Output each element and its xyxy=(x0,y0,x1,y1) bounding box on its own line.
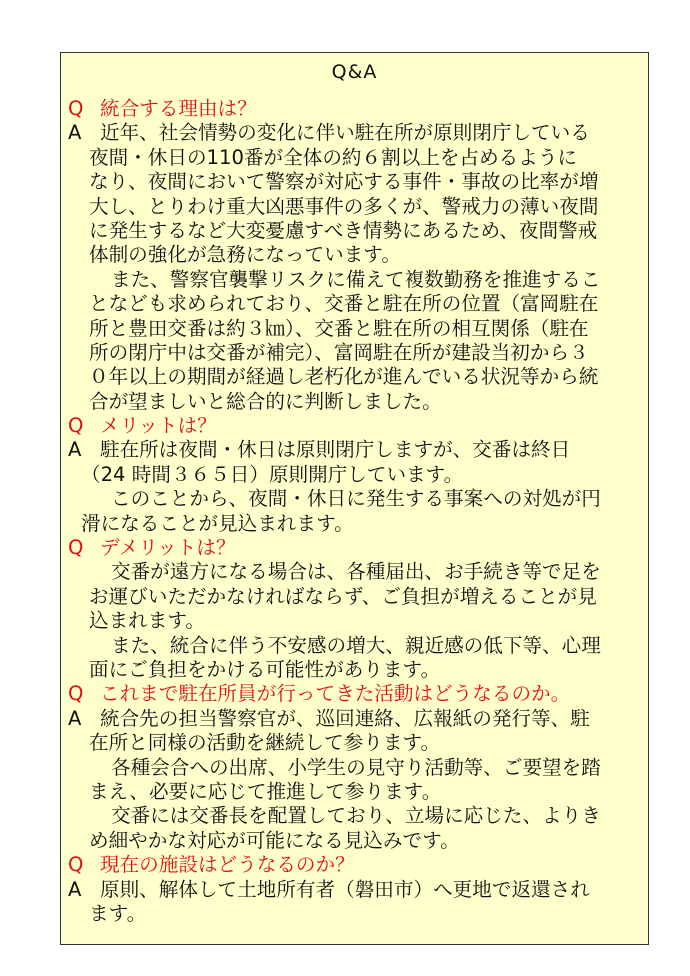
answer-line xyxy=(61,878,648,902)
continuation-line: ます。 xyxy=(89,901,147,925)
continuation-line: 所と豊田交番は約３㎞）、交番と駐在所の相互関係（駐在 xyxy=(89,316,589,340)
qa-title: Q&A xyxy=(331,61,378,83)
question-text: メリットは？ xyxy=(100,414,217,438)
question-marker: Q xyxy=(68,682,84,706)
question-text: 現在の施設はどうなるのか？ xyxy=(100,853,355,877)
answer-text: 近年、社会情勢の変化に伴い駐在所が原則閉庁している xyxy=(100,121,590,145)
paragraph-line: 交番が遠方になる場合は、各種届出、お手続き等で足を xyxy=(111,560,601,584)
paragraph-line: 交番には交番長を配置しており、立場に応じた、よりき xyxy=(111,804,601,828)
continuation-line: め細やかな対応が可能になる見込みです。 xyxy=(89,828,460,852)
question-line xyxy=(61,414,648,438)
continuation-line: に発生するなど大変憂慮すべき情勢にあるため、夜間警戒 xyxy=(89,218,598,242)
continuation-line: なり、夜間において警察が対応する事件・事故の比率が増 xyxy=(89,170,599,194)
continuation-line: ０年以上の期間が経過し老朽化が進んでいる状況等から統 xyxy=(89,365,599,389)
paragraph-line: 各種会合への出席、小学生の見守り活動等、ご要望を踏 xyxy=(111,755,601,779)
answer-text: 駐在所は夜間・休日は原則閉庁しますが、交番は終日 xyxy=(100,438,571,462)
continuation-line: 夜間・休日の110番が全体の約６割以上を占めるように xyxy=(89,145,578,169)
answer-marker: A xyxy=(68,121,82,145)
answer-line xyxy=(61,121,648,145)
question-marker: Q xyxy=(68,536,84,560)
question-marker: Q xyxy=(68,414,84,438)
paragraph-line: このことから、夜間・休日に発生する事案への対処が円 xyxy=(111,487,601,511)
continuation-line: 合が望ましいと総合的に判断しました。 xyxy=(89,389,442,413)
question-marker: Q xyxy=(68,97,84,120)
question-line xyxy=(61,682,648,706)
answer-text: 統合先の担当警察官が、巡回連絡、広報紙の発行等、駐 xyxy=(100,706,590,730)
continuation-line: 所の閉庁中は交番が補完）、富岡駐在所が建設当初から３ xyxy=(89,340,589,364)
answer-line xyxy=(61,707,648,731)
qa-box xyxy=(60,52,649,945)
answer-marker: A xyxy=(68,706,82,730)
qa-content xyxy=(61,97,648,926)
answer-marker: A xyxy=(68,877,82,901)
question-text: 統合する理由は？ xyxy=(100,97,257,120)
continuation-line: 滑になることが見込まれます。 xyxy=(81,511,354,535)
paragraph-line: また、警察官襲撃リスクに備えて複数勤務を推進するこ xyxy=(111,267,601,291)
question-line xyxy=(61,536,648,560)
continuation-line: 体制の強化が急務になっています。 xyxy=(89,243,401,267)
continuation-line: 大し、とりわけ重大凶悪事件の多くが、警戒力の薄い夜間 xyxy=(89,194,599,218)
question-marker: Q xyxy=(68,853,84,877)
question-text: これまで駐在所員が行ってきた活動はどうなるのか。 xyxy=(100,682,571,706)
continuation-line: 在所と同様の活動を継続して参ります。 xyxy=(89,731,441,755)
continuation-line: 面にご負担をかける可能性があります。 xyxy=(89,657,441,681)
answer-marker: A xyxy=(68,438,82,462)
continuation-line: となども求められており、交番と駐在所の位置（富岡駐在 xyxy=(89,292,599,316)
question-line xyxy=(61,97,648,121)
continuation-line: （24 時間３６５日）原則開庁しています。 xyxy=(81,462,464,486)
continuation-line: 込まれます。 xyxy=(89,609,205,633)
answer-line xyxy=(61,438,648,462)
question-line xyxy=(61,853,648,877)
continuation-line: まえ、必要に応じて推進して参ります。 xyxy=(89,779,442,803)
answer-text: 原則、解体して土地所有者（磐田市）へ更地で返還され xyxy=(100,877,590,901)
question-text: デメリットは？ xyxy=(100,536,236,560)
continuation-line: お運びいただかなければならず、ご負担が増えることが見 xyxy=(89,584,597,608)
paragraph-line: また、統合に伴う不安感の増大、親近感の低下等、心理 xyxy=(111,633,601,657)
